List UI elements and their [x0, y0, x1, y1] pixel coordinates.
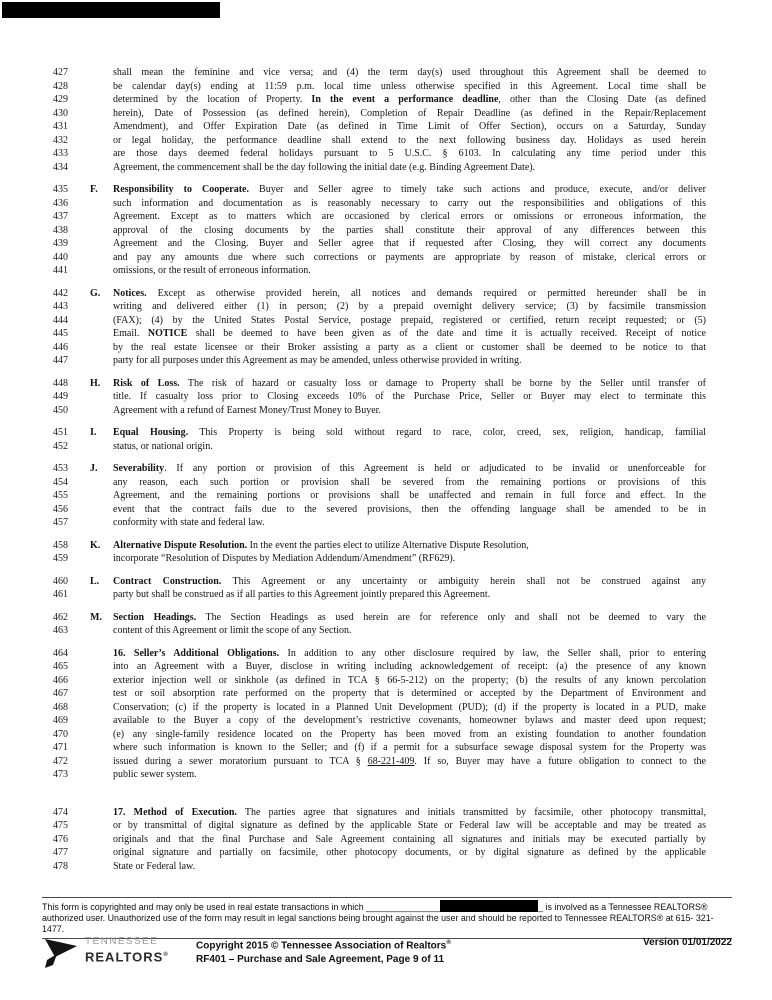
- copyright-line-1: Copyright 2015 © Tennessee Association of Realtors®: [196, 939, 452, 952]
- logo-line-tennessee: TENNESSEE: [85, 936, 159, 947]
- document-line: [0, 390, 772, 404]
- line-number: 432: [53, 134, 68, 146]
- line-text: any reason, each such portion or provision shall be severed from the remaining portions or provisions of this: [113, 476, 706, 488]
- redaction-box: [440, 900, 538, 912]
- document-line: [0, 674, 772, 688]
- line-text: Responsibility to Cooperate. Buyer and Seller agree to timely take such actions and produce, execute, and/or deliver: [113, 184, 706, 195]
- clause-letter: J.: [90, 463, 98, 474]
- document-line: [0, 489, 772, 503]
- clause-letter: F.: [90, 184, 98, 195]
- document-line: [0, 503, 772, 517]
- line-number: 453: [53, 463, 68, 474]
- document-line: [0, 755, 772, 769]
- document-line: [0, 426, 772, 440]
- document-line: [0, 287, 772, 301]
- line-text: (FAX); (4) by the United States Postal Service, postage prepaid, registered or certified, return receipt requested; or (5): [113, 314, 706, 326]
- line-text: Agreement. Except as to matters which are occasioned by clerical errors or omissions or erroneous information, the: [113, 211, 706, 222]
- document-line: [0, 476, 772, 490]
- line-text: Agreement, and the remaining portions or provisions shall be unaffected and remain in full force and effect. In the: [113, 490, 706, 501]
- line-number: 449: [53, 391, 68, 402]
- line-number: 461: [53, 589, 68, 600]
- line-text: Amendment), and Offer Expiration Date (as defined in Time Limit of Offer Section), occurs on a Saturday, Sunday: [113, 121, 706, 132]
- line-number: 428: [53, 80, 68, 92]
- line-text: Risk of Loss. The risk of hazard or casualty loss or damage to Property shall be borne by the Seller until transfer of: [113, 377, 706, 389]
- line-number: 468: [53, 701, 68, 713]
- line-number: 467: [53, 688, 68, 699]
- line-text: Agreement and the Closing. Buyer and Seller agree that if requested after Closing, they will correct any documents: [113, 238, 706, 249]
- line-number: 446: [53, 341, 68, 353]
- document-line: [0, 588, 772, 602]
- line-text: (e) any single-family residence located on the Property has been moved from an existing foundation to another foundation: [113, 728, 706, 740]
- line-text: exterior injection well or sinkhole (as defined in TCA § 66-5-212) on the property; (b) the results of any known percolation: [113, 674, 706, 686]
- line-number: 444: [53, 314, 68, 326]
- line-text: State or Federal law.: [113, 860, 196, 872]
- document-line: [0, 224, 772, 238]
- clause-letter: K.: [90, 539, 101, 551]
- line-text: Severability. If any portion or provision of this Agreement is held or adjudicated to be invalid or unenforceable for: [113, 463, 706, 474]
- line-number: 450: [53, 404, 68, 416]
- line-text: herein), Date of Possession (as defined herein), Completion of Repair Deadline (as defined in the Repair/Replacement: [113, 107, 706, 119]
- document-line: [0, 210, 772, 224]
- document-line: [0, 860, 772, 874]
- line-number: 443: [53, 301, 68, 312]
- line-number: 460: [53, 575, 68, 587]
- document-line: [0, 516, 772, 530]
- line-number: 475: [53, 820, 68, 831]
- line-text: Notices. Except as otherwise provided herein, all notices and demands required or permitted hereunder shall be in: [113, 287, 706, 299]
- document-line: [0, 120, 772, 134]
- document-line: [0, 264, 772, 278]
- line-number: 470: [53, 728, 68, 740]
- line-text: Contract Construction. This Agreement or any uncertainty or ambiguity herein shall not be construed against any: [113, 575, 706, 587]
- line-number: 445: [53, 328, 68, 339]
- logo-text: [85, 934, 169, 964]
- document-line: [0, 134, 772, 148]
- line-text: incorporate “Resolution of Disputes by Mediation Addendum/Amendment” (RF629).: [113, 553, 456, 564]
- document-line: [0, 197, 772, 211]
- line-text: originals and that the final Purchase and Sale Agreement containing all signatures and initials may be executed partially by: [113, 833, 706, 845]
- copyright-block: [196, 936, 451, 966]
- line-number: 427: [53, 67, 68, 78]
- clause-letter: I.: [90, 427, 97, 438]
- line-number: 456: [53, 503, 68, 515]
- line-text: Alternative Dispute Resolution. In the event the parties elect to utilize Alternative Dispute Resolution,: [113, 539, 529, 551]
- document-line: [0, 462, 772, 476]
- line-number: 439: [53, 238, 68, 249]
- line-text: public sewer system.: [113, 769, 197, 780]
- document-line: [0, 354, 772, 368]
- line-number: 431: [53, 121, 68, 132]
- line-number: 471: [53, 742, 68, 753]
- document-line: [0, 300, 772, 314]
- line-number: 464: [53, 647, 68, 659]
- line-text: party for all purposes under this Agreement as may be amended, unless otherwise provided in writing.: [113, 355, 522, 366]
- document-line: [0, 819, 772, 833]
- line-number: 458: [53, 539, 68, 551]
- clause-letter: G.: [90, 287, 101, 299]
- line-text: 16. Seller’s Additional Obligations. In addition to any other disclosure required by law, the Seller shall, prior to entering: [113, 647, 706, 659]
- document-line: [0, 327, 772, 341]
- line-number: 465: [53, 661, 68, 672]
- line-number: 438: [53, 224, 68, 236]
- line-number: 459: [53, 553, 68, 564]
- line-text: writing and delivered either (1) in person; (2) by a prepaid overnight delivery service; (3) by facsimile transmission: [113, 301, 706, 312]
- line-number: 478: [53, 860, 68, 872]
- line-number: 435: [53, 184, 68, 195]
- line-text: such information and documentation as is reasonably necessary to carry out the responsibilities and obligations of this: [113, 197, 706, 209]
- line-text: determined by the location of Property. In the event a performance deadline, other than the Closing Date (as defined: [113, 94, 706, 105]
- line-text: approval of the closing documents by the parties shall constitute their approval of any differences between this: [113, 224, 706, 236]
- line-text: are those days deemed federal holidays pursuant to 5 U.S.C. § 6103. In calculating any time period under this: [113, 148, 706, 159]
- line-text: Section Headings. The Section Headings as used herein are for reference only and shall not be deemed to vary the: [113, 611, 706, 623]
- line-number: 434: [53, 161, 68, 173]
- document-line: [0, 161, 772, 175]
- line-number: 455: [53, 490, 68, 501]
- document-line: [0, 440, 772, 454]
- line-text: party but shall be construed as if all parties to this Agreement jointly prepared this Agreement.: [113, 589, 491, 600]
- line-number: 451: [53, 427, 68, 438]
- clause-letter: L.: [90, 575, 100, 587]
- document-line: [0, 539, 772, 553]
- line-text: Equal Housing. This Property is being sold without regard to race, color, creed, sex, religion, handicap, familial: [113, 427, 707, 438]
- document-line: [0, 714, 772, 728]
- line-number: 436: [53, 197, 68, 209]
- document-line: [0, 575, 772, 589]
- line-number: 472: [53, 755, 68, 767]
- line-number: 457: [53, 517, 68, 528]
- arrow-logo-icon: [44, 934, 78, 975]
- document-line: [0, 768, 772, 782]
- line-text: Agreement with a refund of Earnest Money/Trust Money to Buyer.: [113, 404, 381, 416]
- document-line: [0, 660, 772, 674]
- line-number: 474: [53, 806, 68, 818]
- disclaimer-text-1: This form is copyrighted and may only be used in real estate transactions in which: [42, 902, 364, 912]
- document-line: [0, 147, 772, 161]
- document-line: [0, 237, 772, 251]
- document-line: [0, 647, 772, 661]
- document-line: [0, 833, 772, 847]
- document-line: [0, 66, 772, 80]
- form-id-line: RF401 – Purchase and Sale Agreement, Page 9 of 11: [196, 953, 445, 965]
- line-text: or legal holiday, the performance deadline shall extend to the next following business day. Holidays as used herein: [113, 134, 706, 146]
- line-text: Agreement, the commencement shall be the day following the initial date (e.g. Binding Agreement Date).: [113, 161, 536, 173]
- line-number: 452: [53, 440, 68, 452]
- line-number: 430: [53, 107, 68, 119]
- document-line: [0, 552, 772, 566]
- document-line: [0, 93, 772, 107]
- document-line: [0, 741, 772, 755]
- line-text: Email. NOTICE shall be deemed to have been given as of the date and time it is actually received. Receipt of notice: [113, 328, 706, 339]
- document-line: [0, 701, 772, 715]
- line-text: and pay any amounts due where such corrections or payments are appropriate by reason of mistake, clerical errors or: [113, 251, 706, 263]
- document-line: [0, 611, 772, 625]
- line-text: title. If casualty loss prior to Closing exceeds 10% of the Purchase Price, Seller or Buyer may elect to terminate this: [113, 391, 706, 402]
- line-number: 462: [53, 611, 68, 623]
- blank-line-2: _: [538, 902, 544, 912]
- line-number: 437: [53, 211, 68, 222]
- line-text: status, or national origin.: [113, 440, 213, 452]
- line-text: or by transmittal of digital signature as defined by the applicable State or Federal law will be acceptable and may be treated as: [113, 820, 706, 831]
- document-line: [0, 377, 772, 391]
- document-line: [0, 80, 772, 94]
- line-text: test or soil absorption rate performed on the property that is determined or accepted by the Department of Environment and: [113, 688, 706, 699]
- document-line: [0, 314, 772, 328]
- blank-line: _______________: [366, 902, 441, 912]
- line-number: 477: [53, 847, 68, 858]
- line-number: 466: [53, 674, 68, 686]
- line-number: 473: [53, 769, 68, 780]
- clause-letter: H.: [90, 377, 101, 389]
- line-number: 448: [53, 377, 68, 389]
- document-lines: [0, 66, 772, 873]
- disclaimer-text-2: is involved as a Tennessee REALTORS® authorized user. Unauthorized use of the form may result in legal sanctions being brought against the user and should be reported to Tennessee REALTORS® at 615- 321-1477.: [42, 902, 714, 934]
- line-text: event that the contract fails due to the severed provisions, then the offending language shall be amended to be in: [113, 503, 706, 515]
- line-text: content of this Agreement or limit the scope of any Section.: [113, 625, 352, 636]
- document-line: [0, 846, 772, 860]
- line-number: 433: [53, 148, 68, 159]
- line-text: original signature and partially on facsimile, other photocopy documents, or by digital signature as defined by the applicable: [113, 847, 706, 858]
- document-line: [0, 687, 772, 701]
- document-line: [0, 728, 772, 742]
- version-label: Version 01/01/2022: [643, 937, 732, 948]
- line-number: 469: [53, 715, 68, 726]
- line-number: 463: [53, 625, 68, 636]
- document-line: [0, 624, 772, 638]
- line-text: available to the Buyer a copy of the development’s restrictive covenants, homeowner bylaws and master deed upon request;: [113, 715, 706, 726]
- line-text: 17. Method of Execution. The parties agree that signatures and initials transmitted by facsimile, other photocopy transmittal,: [113, 806, 706, 818]
- redaction-bar: [2, 2, 220, 18]
- line-text: conformity with state and federal law.: [113, 517, 265, 528]
- line-number: 476: [53, 833, 68, 845]
- line-text: omissions, or the result of erroneous information.: [113, 265, 311, 276]
- line-number: 447: [53, 355, 68, 366]
- line-text: issued during a sewer moratorium pursuant to TCA § 68-221-409. If so, Buyer may have a future obligation to connect to the: [113, 755, 706, 767]
- document-line: [0, 183, 772, 197]
- line-number: 429: [53, 94, 68, 105]
- document-line: [0, 404, 772, 418]
- copyright-disclaimer: [42, 897, 732, 939]
- line-number: 441: [53, 265, 68, 276]
- document-line: [0, 806, 772, 820]
- line-text: Conservation; (c) if the property is located in a Planned Unit Development (PUD); (d) if the property is located in a PUD, make: [113, 701, 706, 713]
- line-number: 454: [53, 476, 68, 488]
- line-number: 442: [53, 287, 68, 299]
- document-line: [0, 251, 772, 265]
- document-line: [0, 341, 772, 355]
- clause-letter: M.: [90, 611, 102, 623]
- logo-line-realtors: REALTORS®: [85, 949, 169, 965]
- line-text: where such information is known to the Seller; and (f) if a permit for a subsurface sewage disposal system for the Property was: [113, 742, 706, 753]
- line-number: 440: [53, 251, 68, 263]
- document-line: [0, 107, 772, 121]
- tennessee-realtors-logo: [44, 934, 169, 975]
- line-text: by the real estate licensee or their Broker assisting a party as a client or customer shall be deemed to be notice to that: [113, 341, 706, 353]
- line-text: shall mean the feminine and vice versa; and (4) the term day(s) used throughout this Agreement shall be deemed to: [113, 67, 706, 78]
- line-text: into an Agreement with a Buyer, disclose in writing including acknowledgement of receipt: (a) the presence of any known: [113, 661, 706, 672]
- line-text: be calendar day(s) ending at 11:59 p.m. local time unless otherwise specified in this Agreement. Local time shall be: [113, 80, 706, 92]
